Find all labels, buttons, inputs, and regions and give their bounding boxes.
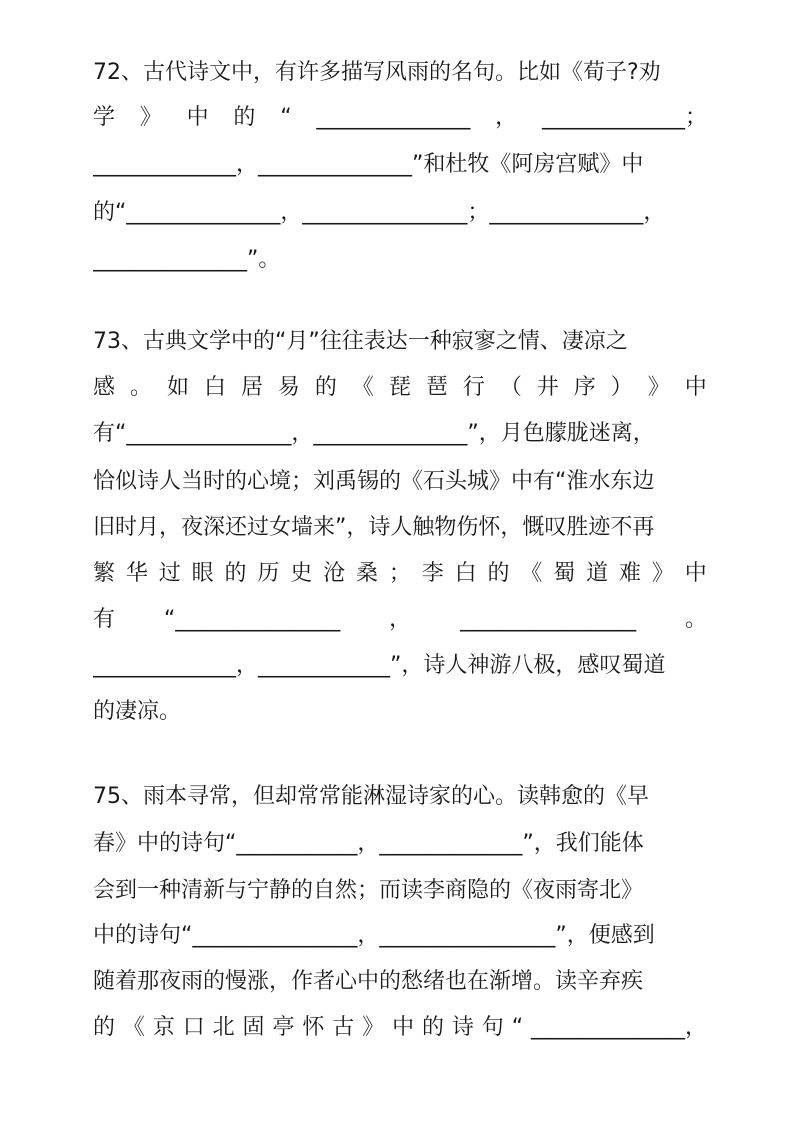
text-line: ______________”。 bbox=[93, 247, 281, 272]
text-line: 会到一种清新与宁静的自然；而读李商隐的《夜雨寄北》 bbox=[93, 878, 644, 903]
text-line: 75、雨本寻常，但却常常能淋湿诗家的心。读韩愈的《早 bbox=[93, 784, 649, 809]
text-line: 73、古典文学中的“月”往往表达一种寂寥之情、凄凉之 bbox=[93, 329, 628, 354]
text-line: 的“______________，_______________；______________， bbox=[93, 200, 666, 225]
text-line: 随着那夜雨的慢涨，作者心中的愁绪也在渐增。读辛弃疾 bbox=[93, 969, 644, 994]
text-line: 感 。 如 白 居 易 的 《 琵 琶 行 （ 井 序 ） 》 中 bbox=[93, 375, 707, 400]
text-line: 春》中的诗句“___________，_____________”，我们能体 bbox=[93, 831, 644, 856]
text-line: 有 “_______________ ， ________________ 。 bbox=[93, 607, 707, 632]
text-line: 72、古代诗文中，有许多描写风雨的名句。比如《荀子?劝 bbox=[93, 60, 661, 85]
text-line: 恰似诗人当时的心境；刘禹锡的《石头城》中有“淮水东边 bbox=[93, 469, 655, 494]
text-line: 的凄凉。 bbox=[93, 699, 182, 724]
text-line: 旧时月，夜深还过女墙来”，诗人触物伤怀，慨叹胜迹不再 bbox=[93, 515, 655, 540]
text-line: 有“_______________，______________”，月色朦胧迷离， bbox=[93, 421, 655, 446]
text-line: 中的诗句“_______________，________________”，便感到 bbox=[93, 923, 655, 948]
text-line: 学 》 中 的 “ ______________ ， _____________； bbox=[93, 105, 707, 130]
text-line: _____________，______________”和杜牧《阿房宫赋》中 bbox=[93, 152, 644, 177]
text-line: _____________，____________”，诗人神游八极，感叹蜀道 bbox=[93, 653, 666, 678]
text-line: 繁 华 过 眼 的 历 史 沧 桑 ； 李 白 的 《 蜀 道 难 》 中 bbox=[93, 561, 707, 586]
text-line: 的 《 京 口 北 固 亭 怀 古 》 中 的 诗 句 “ ______________， bbox=[93, 1015, 707, 1040]
